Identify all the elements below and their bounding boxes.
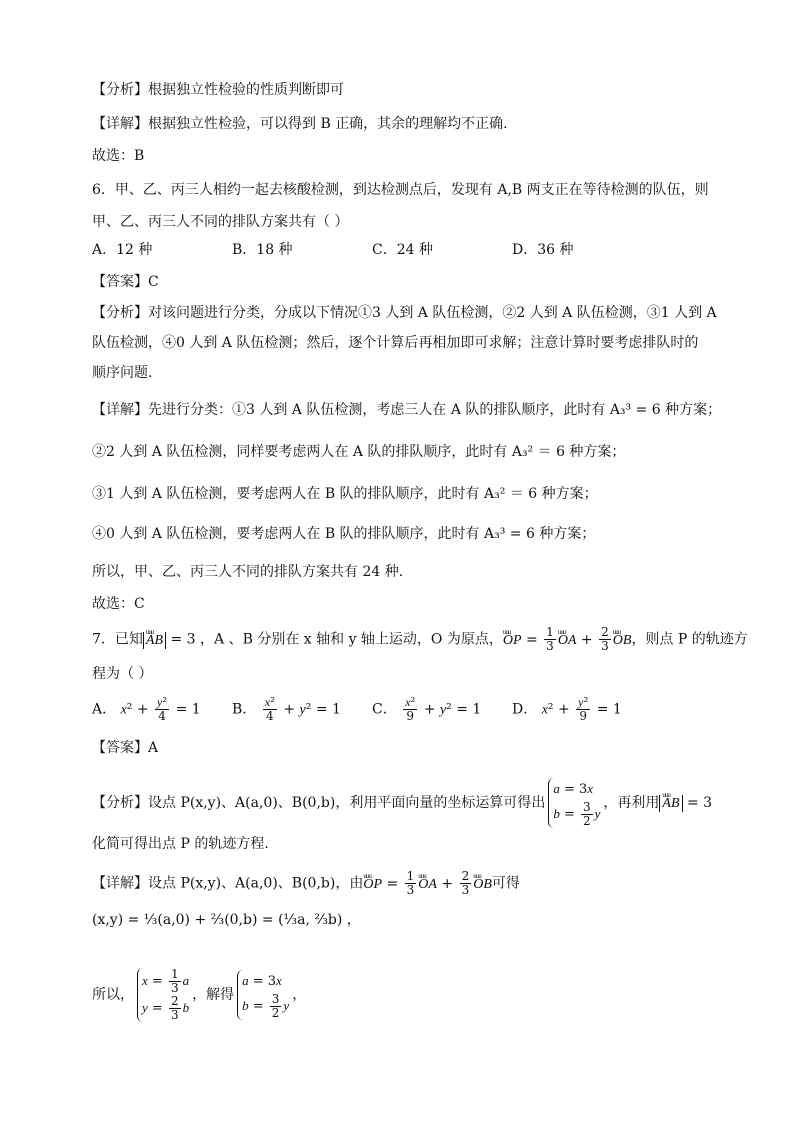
q7-analysis-line-1 <box>92 778 712 828</box>
answer-q5: 故选：B <box>92 148 145 164</box>
q7-detail-line-3 <box>92 968 306 1022</box>
q6-answer: 【答案】C <box>92 274 159 290</box>
q6-detail-line-3: ③1 人到 A 队伍检测，要考虑两人在 B 队的排队顺序，此时有 A₃² ＝ 6 种方案； <box>92 486 598 502</box>
question-7-line-1 <box>92 626 748 653</box>
q6-detail-line-2: ②2 人到 A 队伍检测，同样要考虑两人在 A 队的排队顺序，此时有 A₃² ＝ 6 种方案； <box>92 444 626 460</box>
q7-detail-solve: ，解得 <box>192 987 235 1003</box>
q7-detail-end: ， <box>292 987 307 1003</box>
q7-vector-equation: uuu OP = $\frac{1}{3}$ uuu OA + $\frac{2}{3}$ uuu OB <box>503 632 632 648</box>
analysis-q5: 【分析】根据独立性检验的性质判断即可 <box>92 82 344 98</box>
q7-detail-system-2: a = 3x b = $\frac{3}{2}$ y <box>237 970 289 1020</box>
q6-option-b: B．18 种 <box>232 242 293 258</box>
q6-analysis-line-3: 顺序问题. <box>92 365 153 381</box>
q6-detail-line-5: 所以，甲、乙、丙三人不同的排队方案共有 24 种. <box>92 564 404 580</box>
q7-analysis-post: = 3 <box>682 795 713 811</box>
q7-analysis-system: a = 3x b = $\frac{3}{2}$ y <box>548 778 600 828</box>
q7-answer: 【答案】A <box>92 740 159 756</box>
q7-prefix: 7．已知 <box>92 631 143 648</box>
q7-detail-prefix: 【详解】设点 P(x,y)、A(a,0)、B(0,b)，由 <box>92 875 364 892</box>
q7-option-b: B． $\frac{\text{x²}}{4}$ + y² = 1 <box>232 695 341 723</box>
question-6-line-2: 甲、乙、丙三人不同的排队方案共有（ ） <box>92 214 349 230</box>
question-6-line-1: 6．甲、乙、丙三人相约一起去核酸检测，到达检测点后，发现有 A,B 两支正在等待检测的队伍，则 <box>92 182 709 198</box>
q6-option-d: D．36 种 <box>512 242 574 258</box>
q6-option-c: C．24 种 <box>372 242 433 258</box>
question-7-line-2: 程为（ ） <box>92 666 153 682</box>
q6-analysis-line-2: 队伍检测，④0 人到 A 队伍检测；然后，逐个计算后再相加即可求解；注意计算时要考虑排队时的 <box>92 335 699 351</box>
q7-detail-vector-equation: uuu OP = $\frac{1}{3}$ uuu OA + $\frac{2}{3}$ uuu OB <box>363 876 492 892</box>
q7-abs-ab <box>143 632 166 649</box>
q6-option-a: A．12 种 <box>92 242 153 258</box>
q6-detail-line-1: 【详解】先进行分类：①3 人到 A 队伍检测，考虑三人在 A 队的排队顺序，此时有 A₃³ = 6 种方案； <box>92 402 722 418</box>
q7-detail-post: 可得 <box>491 875 520 892</box>
q6-analysis-line-1: 【分析】对该问题进行分类，分成以下情况①3 人到 A 队伍检测，②2 人到 A 队伍检测，③1 人到 A <box>92 305 717 321</box>
q7-option-a: A． x² + $\frac{\text{y²}}{4}$ = 1 <box>92 695 201 723</box>
q7-analysis-line-2: 化简可得出点 P 的轨迹方程. <box>92 836 269 852</box>
q7-analysis-abs: uuu AB <box>659 795 682 812</box>
q7-detail-line-2: (x,y) = ⅓(a,0) + ⅔(0,b) = (⅓a, ⅔b) ， <box>92 912 361 928</box>
q7-detail-system-1: x = $\frac{1}{3}$ a y = $\frac{2}{3}$ b <box>137 968 189 1022</box>
q7-middle: = 3 ，A 、B 分别在 x 轴和 y 轴上运动，O 为原点， <box>166 631 503 648</box>
q7-analysis-middle: ，再利用 <box>603 795 660 811</box>
q6-detail-line-4: ④0 人到 A 队伍检测，要考虑两人在 B 队的排队顺序，此时有 A₃³ = 6 种方案； <box>92 526 596 542</box>
q7-option-c: C． $\frac{\text{x²}}{9}$ + y² = 1 <box>372 695 482 723</box>
q7-vector-ab: uuu AB <box>146 633 163 649</box>
q7-detail-so: 所以， <box>92 987 134 1003</box>
q7-tail: ，则点 P 的轨迹方 <box>631 631 748 648</box>
q7-analysis-prefix: 【分析】设点 P(x,y)、A(a,0)、B(0,b)，利用平面向量的坐标运算可得出 <box>92 795 546 811</box>
q6-select: 故选：C <box>92 596 145 612</box>
q7-option-d: D． x² + $\frac{\text{y²}}{9}$ = 1 <box>512 695 622 723</box>
q7-detail-line-1 <box>92 870 520 897</box>
detail-q5: 【详解】根据独立性检验，可以得到 B 正确，其余的理解均不正确. <box>92 116 508 132</box>
